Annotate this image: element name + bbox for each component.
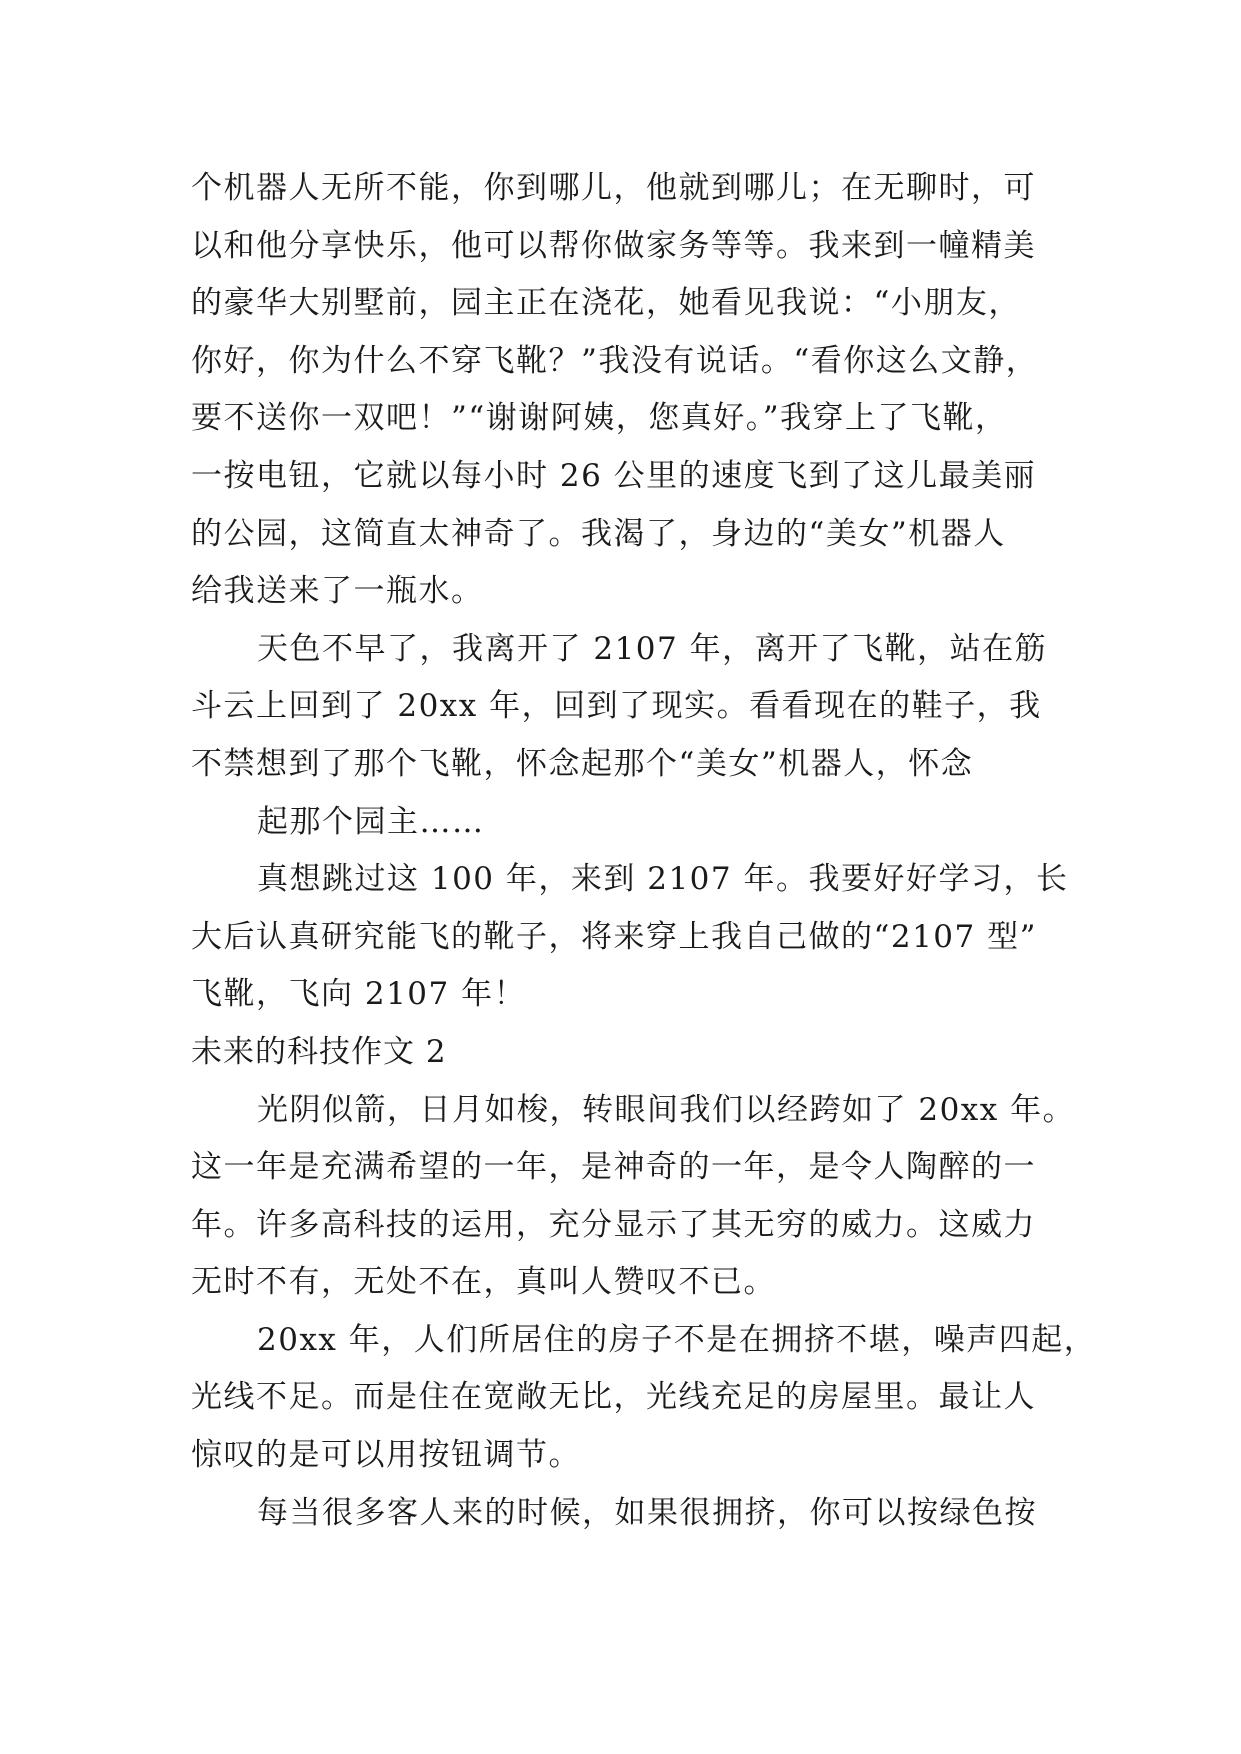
text-line: 年。许多高科技的运用，充分显示了其无穷的威力。这威力	[191, 1206, 1036, 1243]
text-line: 要不送你一双吧！”“谢谢阿姨，您真好。”我穿上了飞靴，	[191, 400, 1008, 437]
text-line: 无时不有，无处不在，真叫人赞叹不已。	[191, 1264, 776, 1301]
text-line: 的豪华大别墅前，园主正在浇花，她看见我说：“小朋友，	[191, 285, 1021, 322]
text-line: 不禁想到了那个飞靴，怀念起那个“美女”机器人，怀念	[191, 745, 974, 782]
text-line: 的公园，这简直太神奇了。我渴了，身边的“美女”机器人	[191, 515, 1006, 552]
text-line: 天色不早了，我离开了 2107 年，离开了飞靴，站在筋	[257, 630, 1048, 667]
text-line: 20xx 年，人们所居住的房子不是在拥挤不堪，噪声四起，	[257, 1321, 1097, 1358]
text-line: 个机器人无所不能，你到哪儿，他就到哪儿；在无聊时，可	[191, 170, 1036, 206]
text-line: 惊叹的是可以用按钮调节。	[191, 1437, 581, 1474]
text-line: 飞靴，飞向 2107 年！	[191, 976, 527, 1013]
section-heading: 未来的科技作文 2	[191, 1033, 447, 1070]
text-line: 一按电钮，它就以每小时 26 公里的速度飞到了这儿最美丽	[191, 457, 1037, 494]
article-body	[191, 160, 1097, 1542]
text-line: 这一年是充满希望的一年，是神奇的一年，是令人陶醉的一	[191, 1149, 1036, 1186]
text-line: 真想跳过这 100 年，来到 2107 年。我要好好学习，长	[257, 861, 1069, 898]
text-line: 光阴似箭，日月如梭，转眼间我们以经跨如了 20xx 年。	[257, 1091, 1076, 1128]
text-line: 以和他分享快乐，他可以帮你做家务等等。我来到一幢精美	[191, 227, 1036, 264]
text-line: 斗云上回到了 20xx 年，回到了现实。看看现在的鞋子，我	[191, 688, 1042, 725]
text-line: 给我送来了一瓶水。	[191, 573, 484, 610]
text-line: 光线不足。而是住在宽敞无比，光线充足的房屋里。最让人	[191, 1379, 1036, 1416]
text-line: 起那个园主……	[257, 803, 485, 840]
text-line: 大后认真研究能飞的靴子，将来穿上我自己做的“2107 型”	[191, 918, 1037, 955]
text-line: 每当很多客人来的时候，如果很拥挤，你可以按绿色按	[257, 1494, 1037, 1531]
text-line: 你好，你为什么不穿飞靴？”我没有说话。“看你这么文静，	[191, 342, 1039, 379]
